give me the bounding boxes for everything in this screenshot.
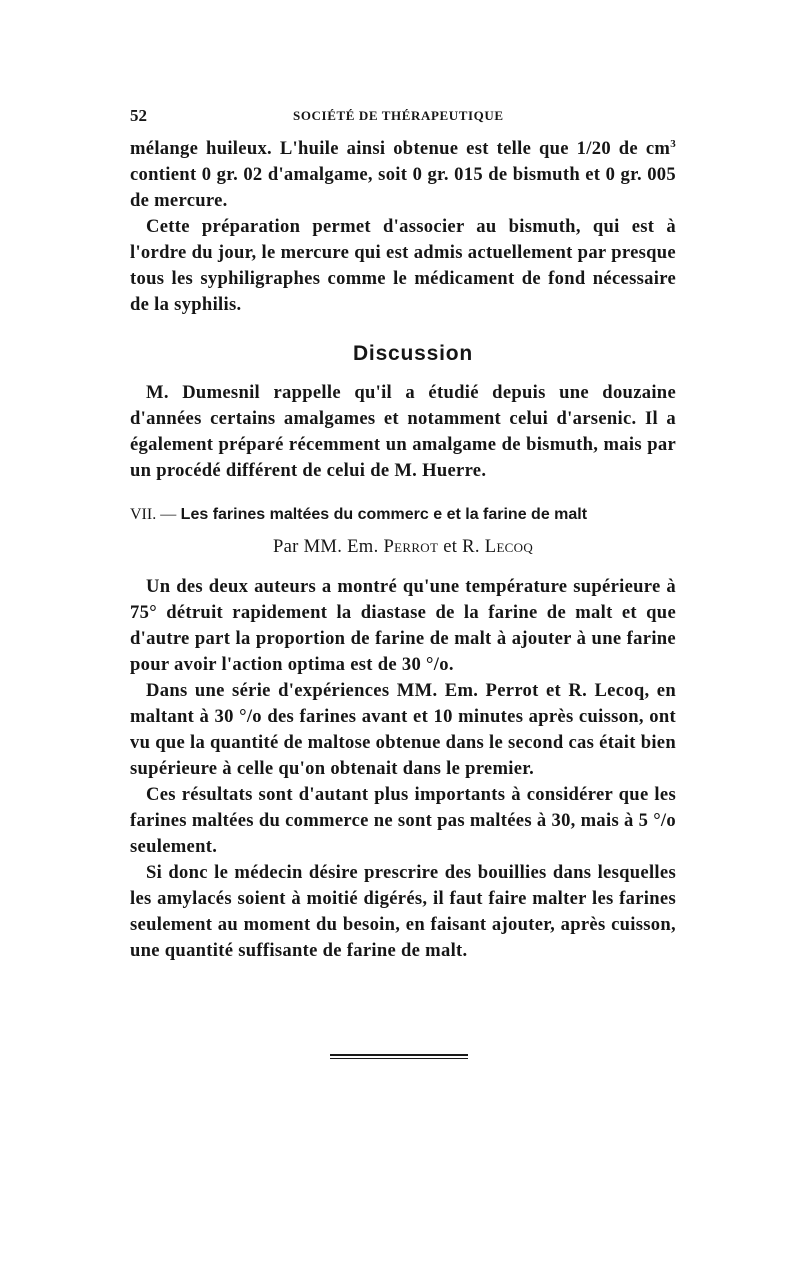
discussion-heading: Discussion — [352, 342, 474, 365]
byline-prefix: Par MM. Em. — [272, 536, 379, 557]
discussion-paragraph: M. Dumesnil rappelle qu'il a étudié depuis une douzaine d'années certains amalgames et notamment celui d'arsenic. Il a également préparé récemment un amalgame de bismuth, mais par un procédé différent de celui de M. Huerre. — [130, 382, 676, 481]
running-head — [130, 106, 676, 136]
author-perrot: Perrot — [383, 536, 439, 557]
page — [130, 106, 676, 964]
paragraph-1-text-b: contient 0 gr. 02 d'amalgame, soit 0 gr. 015 de bismuth et 0 gr. 005 de mercure. — [130, 164, 676, 211]
article-paragraph-2: Dans une série d'expériences MM. Em. Perrot et R. Lecoq, en maltant à 30 °/o des farines avant et 10 minutes après cuisson, ont vu que la quantité de maltose obtenue dans le second cas était bien supérieure à celle qu'on obtenait dans le premier. — [130, 680, 676, 779]
article-paragraph-3: Ces résultats sont d'autant plus importants à considérer que les farines maltées du commerce ne sont pas maltées à 30, mais à 5 °/o seulement. — [130, 784, 676, 857]
superscript: 3 — [670, 137, 676, 150]
paragraph-1-text-a: mélange huileux. L'huile ainsi obtenue est telle que 1/20 de cm — [130, 138, 671, 159]
article-paragraph-4: Si donc le médecin désire prescrire des bouillies dans lesquelles les amylacés soient à moitié digérés, il faut faire malter les farines seulement au moment du besoin, en faisant ajouter, après cuisson, une quantité suffisante de farine de malt. — [130, 862, 676, 961]
end-rule-line-1 — [330, 1054, 468, 1056]
byline — [130, 536, 676, 558]
article-title — [130, 506, 676, 524]
article-title-text: Les farines maltées du commerc e et la farine de malt — [180, 506, 588, 523]
page-number: 52 — [130, 106, 147, 125]
byline-join: et R. — [443, 536, 480, 557]
running-title: SOCIÉTÉ DE THÉRAPEUTIQUE — [293, 108, 504, 123]
author-lecoq: Lecoq — [484, 536, 534, 557]
end-rule-line-2 — [330, 1058, 468, 1059]
end-rule — [330, 1054, 468, 1059]
article-number: VII. — — [130, 506, 177, 523]
paragraph-1 — [130, 136, 676, 214]
paragraph-2: Cette préparation permet d'associer au bismuth, qui est à l'ordre du jour, le mercure qui est admis actuellement par presque tous les syphiligraphes comme le médicament de fond nécessaire de la syphilis. — [130, 216, 676, 315]
article-paragraph-1: Un des deux auteurs a montré qu'une température supérieure à 75° détruit rapidement la diastase de la farine de malt et que d'autre part la proportion de farine de malt à ajouter à une farine pour avoir l'action optima est de 30 °/o. — [130, 576, 676, 675]
